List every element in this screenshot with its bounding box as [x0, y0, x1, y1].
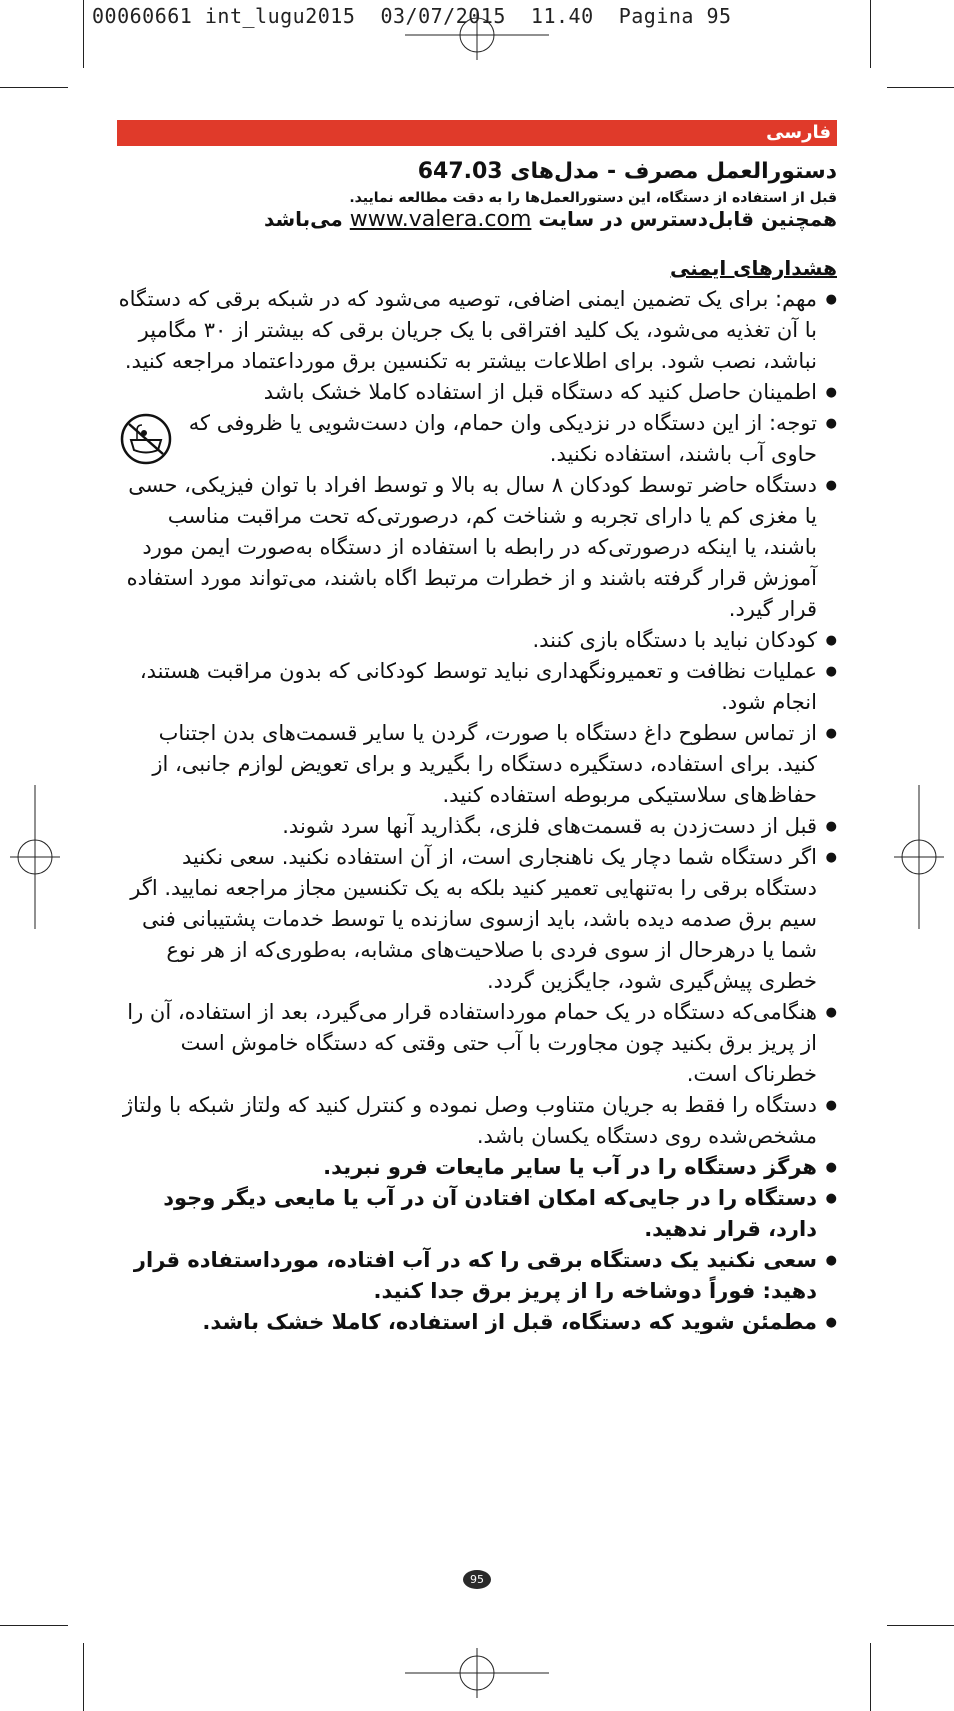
warning-text: اطمینان حاصل کنید که دستگاه قبل از استفاده کاملا خشک باشد: [263, 380, 817, 404]
warning-item: [117, 1090, 837, 1152]
warning-item: [117, 1307, 837, 1338]
crop-mark: [0, 1625, 68, 1626]
crop-mark: [83, 0, 84, 68]
warning-item: [117, 842, 837, 997]
website-link[interactable]: www.valera.com: [349, 207, 532, 232]
warnings-list: [117, 284, 837, 1338]
warning-text: هنگامی‌که دستگاه در یک حمام مورداستفاده قرار می‌گیرد، بعد از استفاده، آن را از پریز برق بکنید چون مجاورت با آب حتی وقتی که دستگاه خاموش است خطرناک است.: [127, 1000, 817, 1086]
warning-text: توجه: از این دستگاه در نزدیکی وان حمام، وان دست‌شویی یا ظروفی که حاوی آب باشند، استفاده نکنید.: [188, 411, 817, 466]
registration-mark-bottom: [405, 1648, 549, 1698]
availability-before: همچنین قابل‌دسترس در سایت: [538, 207, 837, 231]
warning-item: [117, 997, 837, 1090]
page-title: دستورالعمل مصرف - مدل‌های 647.03: [417, 159, 837, 184]
warning-text: هرگز دستگاه را در آب یا سایر مایعات فرو نبرید.: [323, 1155, 817, 1179]
crop-mark: [0, 87, 68, 88]
warning-item: [117, 625, 837, 656]
warning-item: [117, 718, 837, 811]
print-header: 00060661 int_lugu2015 03/07/2015 11.40 Pagina 95: [92, 4, 732, 28]
crop-mark: [83, 1643, 84, 1711]
registration-mark-right: [894, 785, 944, 929]
registration-mark-left: [10, 785, 60, 929]
warning-text: مطمئن شوید که دستگاه، قبل از استفاده، کاملا خشک باشد.: [202, 1310, 817, 1334]
section-title: هشدارهای ایمنی: [670, 256, 837, 280]
warning-item: [117, 1245, 837, 1307]
warning-text: اگر دستگاه شما دچار یک ناهنجاری است، از آن استفاده نکنید. سعی نکنید دستگاه برقی را به‌تنهایی تعمیر کنید بلکه به یک تکنسین مجاز مراجعه نمایید. اگر سیم برق صدمه دیده باشد، باید ازسوی سازنده یا توسط خدمات پشتیبانی فنی شما یا درهرحال از سوی فردی با صلاحیت‌های مشابه، به‌طوری‌که از هر نوع خطری پیش‌گیری شود، جایگزین گردد.: [130, 845, 817, 993]
warning-text: قبل از دست‌زدن به قسمت‌های فلزی، بگذارید آنها سرد شوند.: [282, 814, 817, 838]
warning-item: [117, 656, 837, 718]
no-bath-icon: [117, 412, 175, 466]
warning-text: دستگاه را در جایی‌که امکان افتادن آن در آب یا مایعی دیگر وجود دارد، قرار ندهید.: [163, 1186, 817, 1241]
warning-item: [117, 1152, 837, 1183]
warning-text: مهم: برای یک تضمین ایمنی اضافی، توصیه می‌شود که در شبکه برقی که دستگاه با آن تغذیه می‌شود، یک کلید افتراقی با یک جریان برقی که بیشتر از ۳۰ مگامپر نباشد، نصب شود. برای اطلاعات بیشتر به تکنسین برق مورداعتماد مراجعه کنید.: [118, 287, 817, 373]
page-number: 95: [463, 1570, 491, 1589]
crop-mark: [870, 1643, 871, 1711]
warning-item: [117, 470, 837, 625]
warning-item: [117, 408, 837, 470]
warning-text: دستگاه حاضر توسط کودکان ۸ سال به بالا و توسط افراد با توان فیزیکی، حسی یا مغزی کم یا دارای تجربه و شناخت کم، درصورتی‌که تحت مراقبت مناسب باشند، یا اینکه درصورتی‌که در رابطه با استفاده از دستگاه به‌صورت ایمن مورد آموزش قرار گرفته باشند و از خطرات مرتبط اگاه باشند، می‌تواند مورد استفاده قرار گیرد.: [126, 473, 817, 621]
language-band: [117, 120, 837, 146]
language-label: فارسی: [766, 122, 831, 143]
warning-text: دستگاه را فقط به جریان متناوب وصل نموده و کنترل کنید که ولتاز شبکه با ولتاژ مشخص‌شده روی دستگاه یکسان باشد.: [122, 1093, 817, 1148]
crop-mark: [887, 87, 954, 88]
availability-after: می‌باشد: [263, 207, 343, 231]
crop-mark: [870, 0, 871, 68]
warning-text: سعی نکنید یک دستگاه برقی را که در آب افتاده، مورداستفاده قرار دهید: فوراً دوشاخه را از پریز برق جدا کنید.: [133, 1248, 817, 1303]
warning-item: [117, 284, 837, 377]
availability-line: [117, 207, 837, 232]
warning-text: عملیات نظافت و تعمیرونگهداری نباید توسط کودکانی که بدون مراقبت هستند، انجام شود.: [139, 659, 817, 714]
warning-text: از تماس سطوح داغ دستگاه با صورت، گردن یا سایر قسمت‌های بدن اجتناب کنید. برای استفاده، دستگیره دستگاه را بگیرید و برای تعویض لوازم جانبی، از حفاظ‌های سلاستیکی مربوطه استفاده کنید.: [152, 721, 817, 807]
warning-text: کودکان نباید با دستگاه بازی کنند.: [532, 628, 817, 652]
crop-mark: [887, 1625, 954, 1626]
registration-mark-top: [405, 10, 549, 60]
warning-item: [117, 1183, 837, 1245]
warning-item: [117, 377, 837, 408]
subtitle: قبل از استفاده از دستگاه، این دستورالعمل‌ها را به دقت مطالعه نمایید.: [349, 190, 837, 206]
warning-item: [117, 811, 837, 842]
